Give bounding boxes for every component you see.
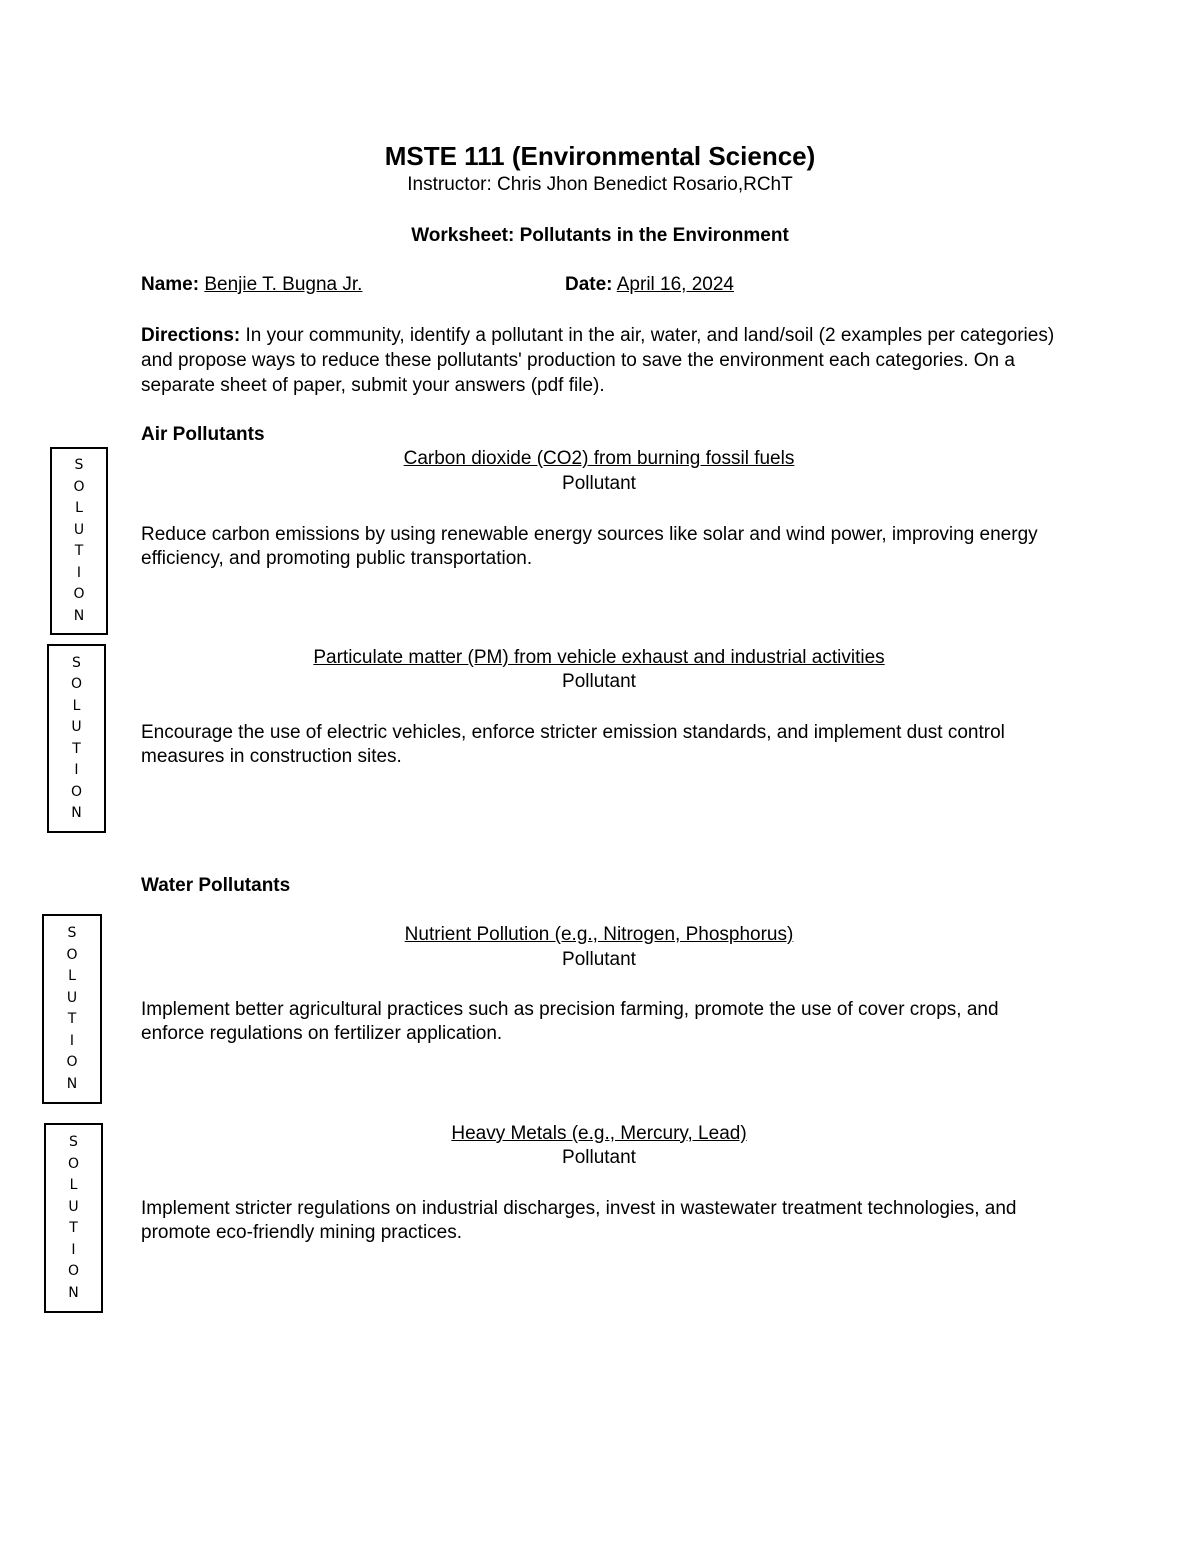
solution-box xyxy=(47,644,106,833)
date-field xyxy=(565,274,734,296)
pollutant-name: Particulate matter (PM) from vehicle exhaust and industrial activities xyxy=(313,647,885,668)
solution-letter: U xyxy=(66,989,78,1006)
solution-letter: O xyxy=(67,1155,80,1172)
date-label: Date: xyxy=(565,274,613,295)
solution-text: Implement better agricultural practices such as precision farming, promote the use of cover crops, and enforce regulations on fertilizer application. xyxy=(141,999,999,1044)
solution-letter: L xyxy=(72,697,81,714)
solution-letter: N xyxy=(73,607,85,624)
instructor-line: Instructor: Chris Jhon Benedict Rosario,RChT xyxy=(407,174,793,195)
pollutant-name: Carbon dioxide (CO2) from burning fossil fuels xyxy=(403,448,795,469)
worksheet-title: Worksheet: Pollutants in the Environment xyxy=(411,225,789,246)
solution-letter: S xyxy=(74,457,84,473)
solution-box xyxy=(50,447,108,635)
solution-letter: O xyxy=(73,586,85,602)
date-value: April 16, 2024 xyxy=(616,274,734,295)
directions-label: Directions: xyxy=(141,325,241,346)
solution-box xyxy=(44,1123,103,1313)
pollutant-name: Nutrient Pollution (e.g., Nitrogen, Phosphorus) xyxy=(404,924,794,945)
directions xyxy=(141,323,1061,398)
directions-text: In your community, identify a pollutant in the air, water, and land/soil (2 examples per categories) and propose ways to reduce these pollutants' production to save the environment each categories. On a separate sheet of paper, submit your answers (pdf file). xyxy=(141,325,1055,396)
solution-letter: O xyxy=(67,1263,80,1279)
pollutant-caption: Pollutant xyxy=(562,473,636,494)
pollutant-caption: Pollutant xyxy=(562,671,636,692)
solution-letter: S xyxy=(67,925,77,941)
section-heading-air: Air Pollutants xyxy=(141,424,265,445)
solution-letter: U xyxy=(68,1198,79,1215)
solution-text: Reduce carbon emissions by using renewable energy sources like solar and wind power, improving energy efficiency, and promoting public transportation. xyxy=(141,524,1038,569)
solution-letter: L xyxy=(75,500,83,516)
pollutant-caption: Pollutant xyxy=(562,949,636,970)
solution-box xyxy=(42,914,102,1104)
solution-letter: S xyxy=(69,1134,78,1150)
solution-letter: T xyxy=(69,1220,78,1236)
solution-letter: U xyxy=(71,719,82,735)
solution-letter: O xyxy=(66,1054,78,1070)
solution-letter: I xyxy=(71,1241,76,1258)
name-label: Name: xyxy=(141,274,200,295)
solution-letter: N xyxy=(66,1075,78,1092)
solution-letter: U xyxy=(73,521,85,538)
name-value: Benjie T. Bugna Jr. xyxy=(204,274,363,295)
solution-text: Implement stricter regulations on industrial discharges, invest in wastewater treatment technologies, and promote eco-friendly mining practices. xyxy=(141,1198,1017,1243)
solution-letter: S xyxy=(72,654,81,671)
solution-letter: O xyxy=(73,478,85,495)
solution-letter: N xyxy=(71,805,82,821)
solution-letter: O xyxy=(66,946,78,963)
pollutant-name: Heavy Metals (e.g., Mercury, Lead) xyxy=(451,1123,747,1144)
solution-letter: I xyxy=(76,564,82,581)
section-heading-water: Water Pollutants xyxy=(141,875,291,896)
solution-letter: T xyxy=(72,740,81,757)
solution-letter: T xyxy=(74,543,84,559)
name-field xyxy=(141,274,362,296)
pollutant-caption: Pollutant xyxy=(562,1147,636,1168)
solution-letter: N xyxy=(68,1284,79,1301)
solution-letter: L xyxy=(69,1177,78,1193)
solution-letter: L xyxy=(68,968,76,984)
solution-letter: O xyxy=(70,783,83,800)
solution-text: Encourage the use of electric vehicles, enforce stricter emission standards, and implement dust control measures in construction sites. xyxy=(141,722,1005,767)
solution-letter: I xyxy=(69,1032,75,1049)
solution-letter: T xyxy=(67,1011,77,1027)
solution-letter: I xyxy=(74,762,79,778)
solution-letter: O xyxy=(70,676,83,692)
course-title: MSTE 111 (Environmental Science) xyxy=(384,141,816,171)
